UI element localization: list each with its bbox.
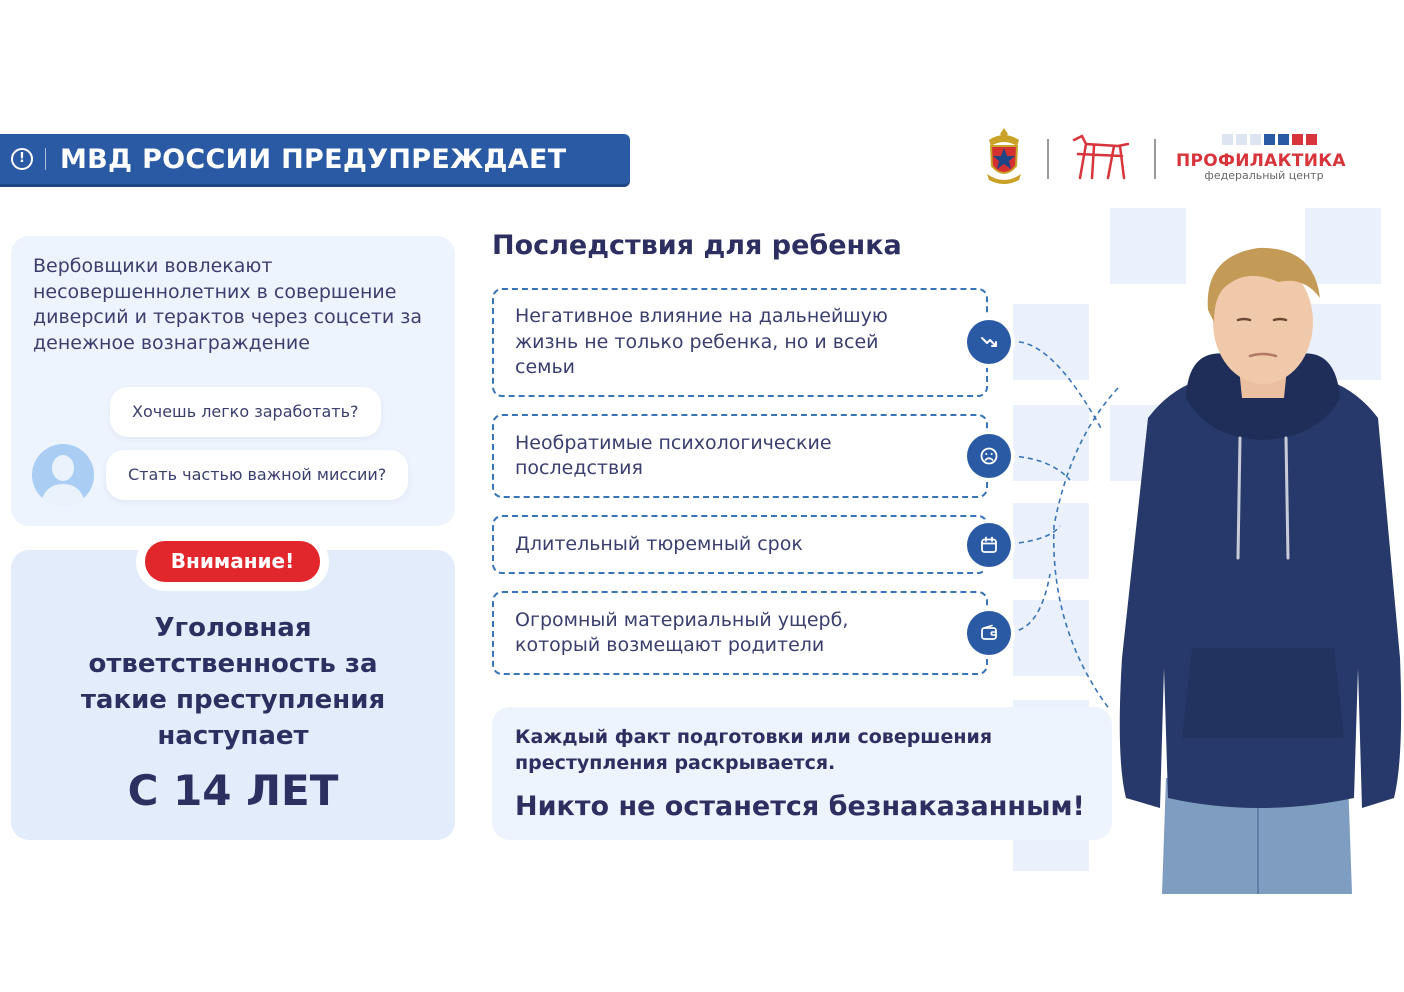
sad-face-icon (967, 434, 1011, 478)
consequence-text: Негативное влияние на дальнейшую жизнь не только ребенка, но и всей семьи (515, 305, 888, 379)
consequences-title: Последствия для ребенка (492, 230, 902, 261)
final-line-2: Никто не останется безнаказанным! (515, 791, 1085, 822)
consequence-item (492, 288, 988, 397)
brand-bars-icon (1222, 134, 1352, 145)
calendar-icon (967, 523, 1011, 567)
chat-bubble: Хочешь легко заработать? (110, 387, 381, 437)
teen-in-hoodie-image (1108, 238, 1404, 894)
connector-lines (1010, 330, 1120, 710)
trend-down-icon (967, 320, 1011, 364)
horse-logo-icon (1070, 132, 1132, 184)
responsibility-text: Уголовная ответственность за такие преступления наступает (80, 613, 386, 751)
exclamation-circle-icon: ! (11, 148, 33, 170)
consequence-item (492, 515, 988, 574)
age-text: С 14 ЛЕТ (127, 766, 339, 815)
brand-subtitle: федеральный центр (1204, 169, 1324, 182)
chat-bubble: Стать частью важной миссии? (106, 450, 408, 500)
banner-divider (45, 148, 46, 170)
final-statement-card (492, 707, 1112, 840)
warning-card (11, 550, 455, 840)
final-line-1: Каждый факт подготовки или совершения преступления раскрывается. (515, 726, 993, 774)
avatar (32, 444, 94, 506)
wallet-icon (967, 611, 1011, 655)
brand-name: ПРОФИЛАКТИКА (1176, 151, 1346, 171)
logo-divider (1154, 139, 1156, 179)
mvd-emblem-icon (983, 126, 1025, 188)
brand-logo (1176, 134, 1352, 182)
header-banner (0, 134, 630, 184)
consequence-text: Длительный тюремный срок (515, 532, 803, 555)
consequence-text: Необратимые психологические последствия (515, 431, 832, 479)
consequence-text: Огромный материальный ущерб, который возмещают родители (515, 608, 849, 656)
consequence-item (492, 591, 988, 675)
page-title: МВД РОССИИ ПРЕДУПРЕЖДАЕТ (60, 143, 567, 175)
logo-divider (1047, 139, 1049, 179)
consequence-item (492, 414, 988, 498)
person-silhouette-icon (32, 444, 94, 506)
recruit-text: Вербовщики вовлекают несовершеннолетних в совершение диверсий и терактов через соцсети за денежное вознаграждение (33, 255, 423, 354)
alert-badge: Внимание! (145, 541, 320, 582)
